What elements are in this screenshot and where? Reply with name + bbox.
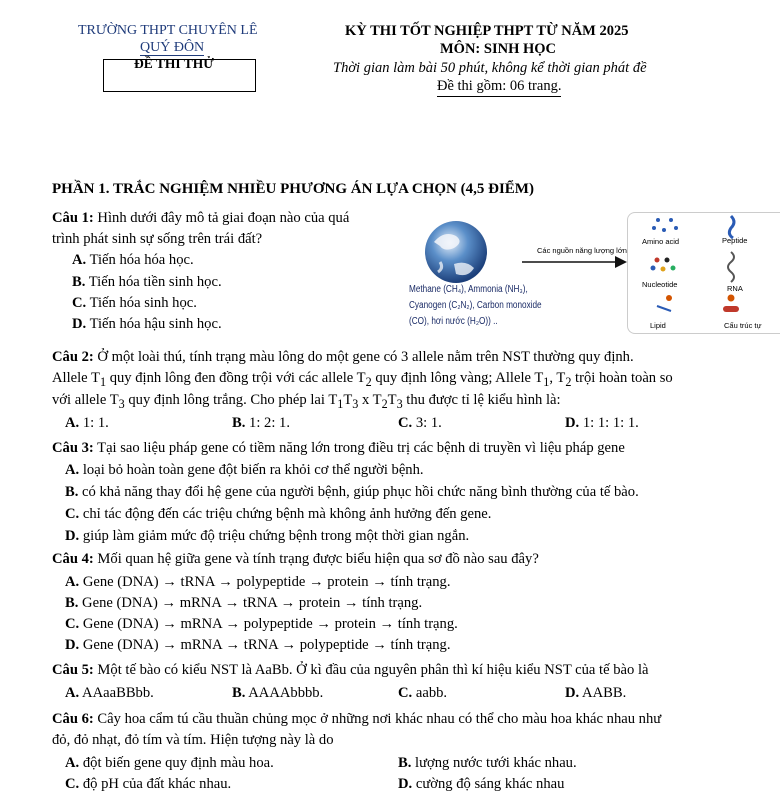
amino-acid-icon bbox=[652, 218, 678, 232]
option-text: AAaaBBbb. bbox=[82, 685, 154, 701]
option-text: Tiến hóa hóa học. bbox=[89, 252, 194, 268]
school-name-line2-text: QUÝ ĐÔN bbox=[140, 40, 205, 55]
option-label: A. bbox=[65, 462, 80, 478]
label-rna: RNA bbox=[727, 284, 743, 293]
option-label: B. bbox=[232, 685, 246, 701]
question-1-option-b[interactable] bbox=[72, 274, 222, 291]
option-label: A. bbox=[65, 755, 80, 771]
question-4-option-d[interactable] bbox=[65, 637, 451, 654]
exam-subject: MÔN: SINH HỌC bbox=[440, 41, 556, 57]
exam-time-note: Thời gian làm bài 50 phút, không kể thời gian phát đề bbox=[333, 60, 647, 76]
option-label: D. bbox=[65, 528, 80, 544]
option-label: B. bbox=[65, 595, 79, 611]
option-label: A. bbox=[72, 252, 87, 268]
option-text: 3: 1. bbox=[415, 415, 442, 431]
option-label: B. bbox=[65, 484, 79, 500]
structure-icon bbox=[723, 295, 739, 313]
option-text: loại bỏ hoàn toàn gene đột biến ra khỏi cơ thể người bệnh. bbox=[82, 462, 424, 478]
option-text: Gene (DNA) → mRNA → tRNA → protein → tính trạng. bbox=[82, 595, 423, 611]
option-label: C. bbox=[65, 776, 80, 792]
question-5-option-b[interactable] bbox=[232, 685, 323, 702]
option-text: cường độ sáng khác nhau bbox=[415, 776, 565, 792]
question-1-line2: trình phát sinh sự sống trên trái đất? bbox=[52, 231, 263, 247]
option-label: D. bbox=[565, 685, 580, 701]
exam-pages-note bbox=[437, 78, 561, 95]
label-amino-acid: Amino acid bbox=[642, 237, 680, 246]
origin-of-life-figure bbox=[402, 212, 780, 332]
question-3-option-a[interactable] bbox=[65, 462, 424, 479]
exam-pages-note-text: Đề thi gồm: 06 trang. bbox=[437, 78, 561, 97]
question-3-option-d[interactable] bbox=[65, 528, 469, 545]
question-5-line1 bbox=[52, 660, 649, 681]
question-3-line1 bbox=[52, 438, 625, 459]
rna-icon bbox=[728, 252, 734, 282]
option-label: A. bbox=[65, 574, 80, 590]
question-1-line1 bbox=[52, 208, 349, 229]
question-5-number: Câu 5: bbox=[52, 662, 94, 678]
option-label: C. bbox=[398, 415, 413, 431]
option-label: C. bbox=[65, 616, 80, 632]
section-title: PHẦN 1. TRẮC NGHIỆM NHIỀU PHƯƠNG ÁN LỰA CHỌN (4,5 ĐIỂM) bbox=[52, 181, 534, 197]
option-label: B. bbox=[398, 755, 412, 771]
question-4-option-b[interactable] bbox=[65, 595, 422, 612]
question-6-option-c[interactable] bbox=[65, 776, 231, 793]
question-4-line1 bbox=[52, 549, 539, 570]
question-5-option-d[interactable] bbox=[565, 685, 626, 702]
question-2-option-b[interactable] bbox=[232, 415, 290, 432]
molecules-line3: (CO), hơi nước (H₂O)) .. bbox=[409, 316, 498, 327]
exam-title: KỲ THI TỐT NGHIỆP THPT TỪ NĂM 2025 bbox=[345, 23, 629, 39]
question-6-option-d[interactable] bbox=[398, 776, 564, 793]
question-2-line1 bbox=[52, 347, 732, 368]
option-label: D. bbox=[565, 415, 580, 431]
question-6-line1 bbox=[52, 709, 661, 730]
question-6-number: Câu 6: bbox=[52, 711, 94, 727]
school-name-line2 bbox=[140, 40, 204, 56]
option-label: D. bbox=[72, 316, 87, 332]
question-4-text: Mối quan hệ giữa gene và tính trạng được biểu hiện qua sơ đồ nào sau đây? bbox=[97, 551, 539, 567]
label-peptide: Peptide bbox=[722, 236, 748, 245]
question-5-option-a[interactable] bbox=[65, 685, 154, 702]
molecules-line1: Methane (CH₄), Ammonia (NH₃), bbox=[409, 284, 528, 295]
option-text: Tiến hóa tiền sinh học. bbox=[88, 274, 222, 290]
question-6-option-b[interactable] bbox=[398, 755, 577, 772]
option-text: Tiến hóa sinh học. bbox=[89, 295, 197, 311]
lipid-icon bbox=[657, 295, 672, 311]
question-2-option-a[interactable] bbox=[65, 415, 109, 432]
question-3-text: Tại sao liệu pháp gene có tiềm năng lớn trong điều trị các bệnh di truyền vì liệu pháp gene bbox=[97, 440, 625, 456]
question-5-text: Một tế bào có kiểu NST là AaBb. Ở kì đầu của nguyên phân thì kí hiệu kiểu NST của tế bào là bbox=[97, 662, 649, 678]
question-1-option-d[interactable] bbox=[72, 316, 222, 333]
question-2-text-2: Allele $T_1$ quy định lông đen đồng trội với các allele $T_2$ quy định lông vàng; Allele $T_1$, $T_2$ trội hoàn toàn so bbox=[52, 370, 673, 389]
question-6-text-1: Cây hoa cẩm tú cầu thuần chủng mọc ở những nơi khác nhau có thể cho màu hoa khác nhau như bbox=[97, 711, 662, 727]
option-text: 1: 2: 1. bbox=[249, 415, 290, 431]
question-5-option-c[interactable] bbox=[398, 685, 447, 702]
option-text: aabb. bbox=[415, 685, 448, 701]
option-text: chỉ tác động đến các triệu chứng bệnh mà không ảnh hưởng đến gene. bbox=[82, 506, 492, 522]
option-label: A. bbox=[65, 685, 80, 701]
option-text: AAAAbbbb. bbox=[248, 685, 324, 701]
question-3-option-c[interactable] bbox=[65, 506, 491, 523]
option-text: đột biến gene quy định màu hoa. bbox=[82, 755, 274, 771]
option-text: 1: 1. bbox=[82, 415, 109, 431]
label-structure: Cấu trúc tự bbox=[724, 321, 762, 330]
earth-icon bbox=[425, 221, 487, 283]
question-1-option-a[interactable] bbox=[72, 252, 194, 269]
molecule-icons bbox=[627, 212, 780, 332]
question-2-text-3: với allele $T_3$ quy định lông trắng. Cho phép lai $T_1T_3$ x $T_2T_3$ thu được tỉ lệ kiểu hình là: bbox=[52, 392, 561, 411]
option-label: B. bbox=[72, 274, 86, 290]
question-2-number: Câu 2: bbox=[52, 349, 94, 365]
exam-kind: ĐỀ THI THỬ bbox=[134, 56, 215, 71]
question-1-text-1: Hình dưới đây mô tả giai đoạn nào của quá bbox=[97, 210, 350, 226]
question-3-number: Câu 3: bbox=[52, 440, 94, 456]
nucleotide-icon bbox=[651, 258, 676, 272]
molecules-line2: Cyanogen (C₂N₂), Carbon monoxide bbox=[409, 300, 542, 311]
energy-source-label: Các nguồn năng lượng lớn bbox=[537, 246, 627, 255]
question-2-option-c[interactable] bbox=[398, 415, 442, 432]
question-4-option-c[interactable] bbox=[65, 616, 458, 633]
option-text: giúp làm giảm mức độ triệu chứng bệnh trong một thời gian ngắn. bbox=[82, 528, 470, 544]
question-6-option-a[interactable] bbox=[65, 755, 274, 772]
question-1-option-c[interactable] bbox=[72, 295, 197, 312]
option-text: Gene (DNA) → mRNA → tRNA → polypeptide → tính trạng. bbox=[82, 637, 451, 653]
option-label: A. bbox=[65, 415, 80, 431]
option-text: lượng nước tưới khác nhau. bbox=[415, 755, 577, 771]
question-4-number: Câu 4: bbox=[52, 551, 94, 567]
question-4-option-a[interactable] bbox=[65, 574, 450, 591]
option-label: C. bbox=[72, 295, 87, 311]
school-name-line1: TRƯỜNG THPT CHUYÊN LÊ bbox=[78, 23, 258, 38]
option-text: Gene (DNA) → tRNA → polypeptide → protein → tính trạng. bbox=[82, 574, 451, 590]
option-label: B. bbox=[232, 415, 246, 431]
label-nucleotide: Nucleotide bbox=[642, 280, 678, 289]
option-text: độ pH của đất khác nhau. bbox=[82, 776, 232, 792]
question-2-line3 bbox=[52, 390, 561, 415]
option-label: D. bbox=[398, 776, 413, 792]
label-lipid: Lipid bbox=[650, 321, 666, 330]
question-2-text-1: Ở một loài thú, tính trạng màu lông do một gene có 3 allele nằm trên NST thường quy định. bbox=[97, 349, 634, 365]
option-label: C. bbox=[398, 685, 413, 701]
option-text: AABB. bbox=[582, 685, 627, 701]
option-text: Gene (DNA) → mRNA → polypeptide → protein → tính trạng. bbox=[82, 616, 458, 632]
option-text: có khả năng thay đổi hệ gene của người bệnh, giúp phục hồi chức năng bình thường của tế bào. bbox=[82, 484, 639, 500]
question-2-option-d[interactable] bbox=[565, 415, 639, 432]
question-1-number: Câu 1: bbox=[52, 210, 94, 226]
question-6-line2: đỏ, đỏ nhạt, đỏ tím và tím. Hiện tượng này là do bbox=[52, 732, 334, 748]
question-3-option-b[interactable] bbox=[65, 484, 639, 501]
option-text: Tiến hóa hậu sinh học. bbox=[89, 316, 222, 332]
option-label: C. bbox=[65, 506, 80, 522]
option-text: 1: 1: 1: 1. bbox=[582, 415, 639, 431]
peptide-icon bbox=[729, 216, 734, 238]
option-label: D. bbox=[65, 637, 80, 653]
